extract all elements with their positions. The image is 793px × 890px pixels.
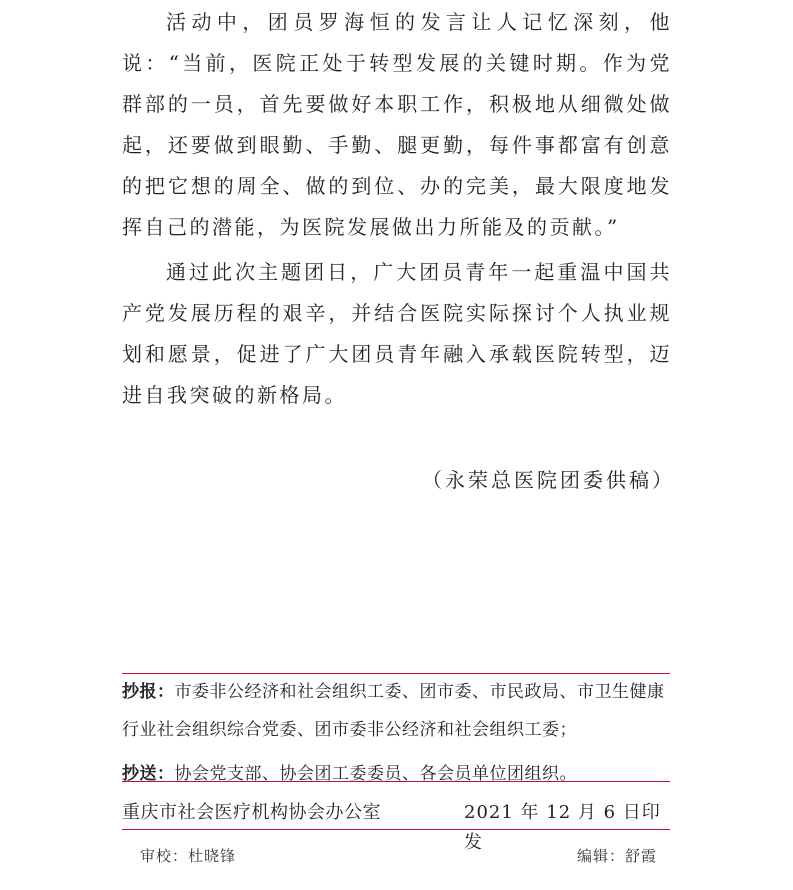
article-source: （永荣总医院团委供稿）: [422, 468, 675, 492]
cc-send-block: [122, 755, 672, 793]
cc-report-label: 抄报：: [122, 682, 175, 702]
article-paragraph-1: 活动中，团员罗海恒的发言让人记忆深刻，他说：“当前，医院正处于转型发展的关键时期。作为党群部的一员，首先要做好本职工作，积极地从细微处做起，还要做到眼勤、手勤、腿更勤，每件事都富有创意的把它想的周全、做的到位、办的完美，最大限度地发挥自己的潜能，为医院发展做出力所能及的贡献。”: [122, 10, 672, 239]
divider-rule-middle: [122, 781, 670, 782]
divider-rule-bottom: [122, 829, 670, 830]
issuer-name: 重庆市社会医疗机构协会办公室: [122, 802, 381, 823]
cc-report-block: [122, 673, 672, 749]
issue-date: 2021 年 12 月 6 日印发: [464, 802, 661, 853]
cc-send-recipients: 协会党支部、协会团工委委员、各会员单位团组织。: [174, 764, 577, 784]
cc-report-recipients: 市委非公经济和社会组织工委、团市委、市民政局、市卫生健康行业社会组织综合党委、团市委非公经济和社会组织工委；: [122, 682, 665, 740]
article-paragraph-2: 通过此次主题团日，广大团员青年一起重温中国共产党发展历程的艰辛，并结合医院实际探讨个人执业规划和愿景，促进了广大团员青年融入承载医院转型，迈进自我突破的新格局。: [122, 260, 672, 407]
cc-send-label: 抄送：: [122, 764, 175, 784]
editor-credit: 编辑：舒霞: [577, 847, 658, 865]
reviewer-credit: 审校：杜晓锋: [140, 847, 237, 865]
